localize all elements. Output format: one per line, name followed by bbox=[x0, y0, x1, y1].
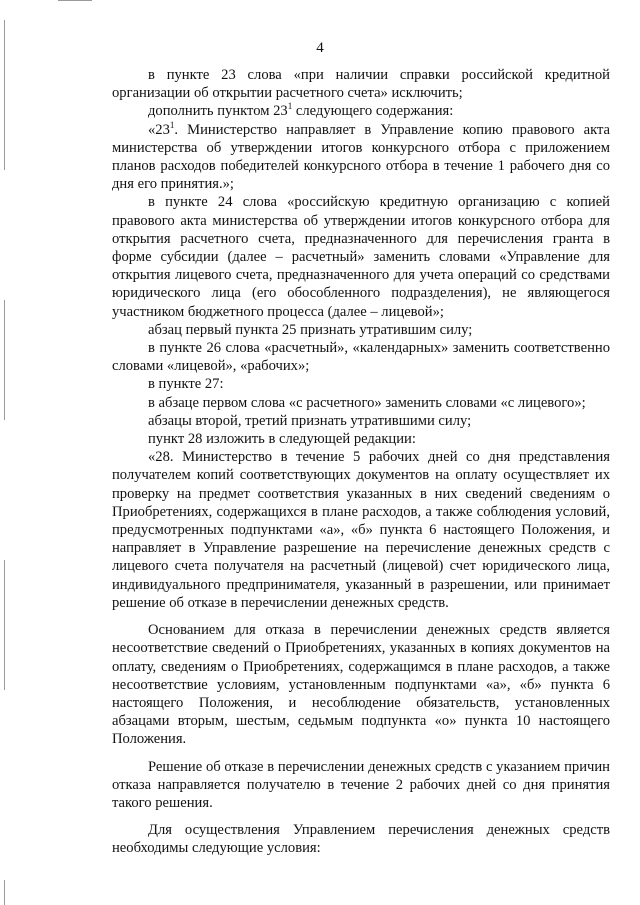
paragraph: абзацы второй, третий признать утратившими силу; bbox=[148, 412, 472, 429]
scan-edge-mark bbox=[58, 0, 92, 1]
paragraph: Основанием для отказа в перечислении денежных средств является несоответствие сведений о Приобретениях, указанных в копиях документов на оплату, сведениям о Приобретениях, содержащимся в плане расходов, а также несоответствие условиям, установленным подпунктами «а», «б» пункта 6 настоящего Положения, и несоблюдение обязательств, установленных абзацами вторым, шестым, седьмым подпункта «о» пункта 10 настоящего Положения. bbox=[112, 622, 610, 748]
paragraph: в пункте 24 слова «российскую кредитную организацию с копией правового акта министерства об утверждении итогов конкурсного отбора для открытия расчетного счета, предназначенного для перечисления гранта в форме субсидии (далее – расчетный» заменить словами «Управление для открытия лицевого счета, предназначенного для учета операций со средствами юридического лица (его обособленного подразделения), не являющегося участником бюджетного процесса (далее – лицевой»; bbox=[112, 194, 610, 320]
paragraph: пункт 28 изложить в следующей редакции: bbox=[148, 431, 416, 448]
paragraph: «28. Министерство в течение 5 рабочих дней со дня представления получателем копий соответствующих документов на оплату осуществляет их проверку на предмет соответствия указанных в них сведений сведениям о Приобретениях, содержащихся в плане расходов, а также соблюдения условий, предусмотренных подпунктами «а», «б» пункта 6 настоящего Положения, и направляет в Управление разрешение на перечисление денежных средств с лицевого счета получателя на расчетный (лицевой) счет юридического лица, индивидуального предпринимателя, указанный в разрешении, или принимает решение об отказе в перечислении денежных средств. bbox=[112, 449, 610, 611]
superscript: 1 bbox=[169, 119, 175, 130]
paragraph: в пункте 23 слова «при наличии справки российской кредитной организации об открытии расчетного счета» исключить; bbox=[112, 67, 610, 102]
paragraph-text: следующего содержания: bbox=[292, 103, 454, 120]
paragraph-text: . Министерство направляет в Управление копию правового акта министерства об утверждении итогов конкурсного отбора с приложением планов расходов победителей конкурсного отбора в течение 1 рабочего дня со дня его принятия.»; bbox=[112, 121, 610, 193]
scan-edge-mark bbox=[4, 880, 5, 905]
paragraph: в пункте 27: bbox=[148, 376, 224, 393]
paragraph-text: дополнить пунктом 23 bbox=[148, 103, 288, 120]
superscript: 1 bbox=[287, 101, 293, 112]
scan-edge-mark bbox=[4, 300, 5, 420]
document-body bbox=[112, 66, 610, 858]
paragraph: абзац первый пункта 25 признать утратившим силу; bbox=[148, 321, 473, 338]
paragraph: в пункте 26 слова «расчетный», «календарных» заменить соответственно словами «лицевой», «рабочих»; bbox=[112, 340, 610, 375]
scan-edge-mark bbox=[4, 560, 5, 690]
paragraph-text: «23 bbox=[148, 121, 170, 138]
page-number: 4 bbox=[316, 40, 324, 56]
paragraph bbox=[112, 102, 610, 120]
paragraph bbox=[112, 121, 610, 194]
paragraph: Для осуществления Управлением перечисления денежных средств необходимы следующие условия: bbox=[112, 822, 610, 857]
paragraph: в абзаце первом слова «с расчетного» заменить словами «с лицевого»; bbox=[148, 394, 586, 411]
paragraph: Решение об отказе в перечислении денежных средств с указанием причин отказа направляется получателю в течение 2 рабочих дней со дня принятия такого решения. bbox=[112, 758, 610, 811]
